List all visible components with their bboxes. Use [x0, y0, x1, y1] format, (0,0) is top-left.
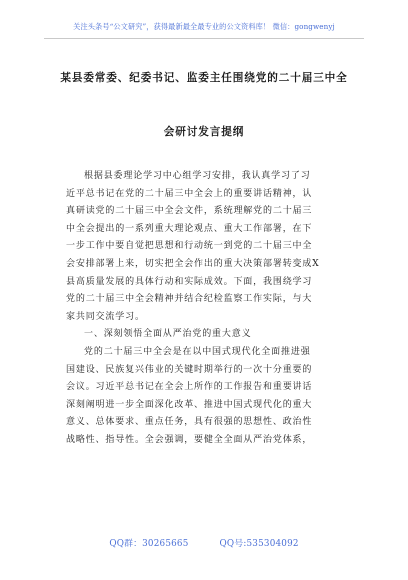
body-line: 会议。习近平总书记在全会上所作的工作报告和重要讲话	[66, 382, 313, 393]
header-divider	[44, 38, 364, 39]
document-title-line-1: 某县委常委、纪委书记、监委主任围绕党的二十届三中全	[60, 72, 348, 84]
body-line: 国建设、民族复兴伟业的关键时期举行的一次十分重要的	[66, 364, 313, 375]
body-line: 意义、总体要求、重点任务，具有很强的思想性、政治性	[66, 417, 313, 428]
body-line: 根据县委理论学习中心组学习安排，我认真学习了习	[84, 171, 311, 181]
body-line: 真研读党的二十届三中全会文件，系统理解党的二十届三	[66, 206, 313, 217]
footer-qq-group: QQ群：30265665	[109, 539, 189, 549]
header-banner: 关注头条号“公文研究”，获得最新最全最专业的公文资料库！ 微信：gongwenyj	[73, 22, 335, 31]
body-line: 一步工作中要自觉把思想和行动统一到党的二十届三中全	[66, 241, 313, 252]
document-body	[66, 168, 352, 450]
body-line: 近平总书记在党的二十届三中全会上的重要讲话精神，认	[66, 188, 313, 199]
document-title-line-2: 会研讨发言提纲	[163, 126, 245, 138]
body-line: 家共同交流学习。	[66, 311, 145, 322]
body-line: 会安排部署上来，切实把全会作出的重大决策部署转变成X	[66, 258, 320, 269]
body-line: 县高质量发展的具体行动和实际成效。下面，我围绕学习	[66, 276, 313, 287]
body-line: 中全会提出的一系列重大理论观点、重大工作部署，在下	[66, 223, 313, 234]
body-line: 党的二十届三中全会是在以中国式现代化全面推进强	[84, 346, 311, 357]
footer-qq: QQ号:535304092	[219, 539, 299, 549]
body-line: 深刻阐明进一步全面深化改革、推进中国式现代化的重大	[66, 399, 313, 410]
footer-contacts	[0, 536, 408, 549]
section-heading: 一、深刻领悟全面从严治党的重大意义	[84, 329, 252, 340]
body-line: 党的二十届三中全会精神并结合纪检监察工作实际，与大	[66, 294, 313, 305]
body-line: 战略性、指导性。全会强调，要健全全面从严治党体系，	[66, 434, 313, 445]
